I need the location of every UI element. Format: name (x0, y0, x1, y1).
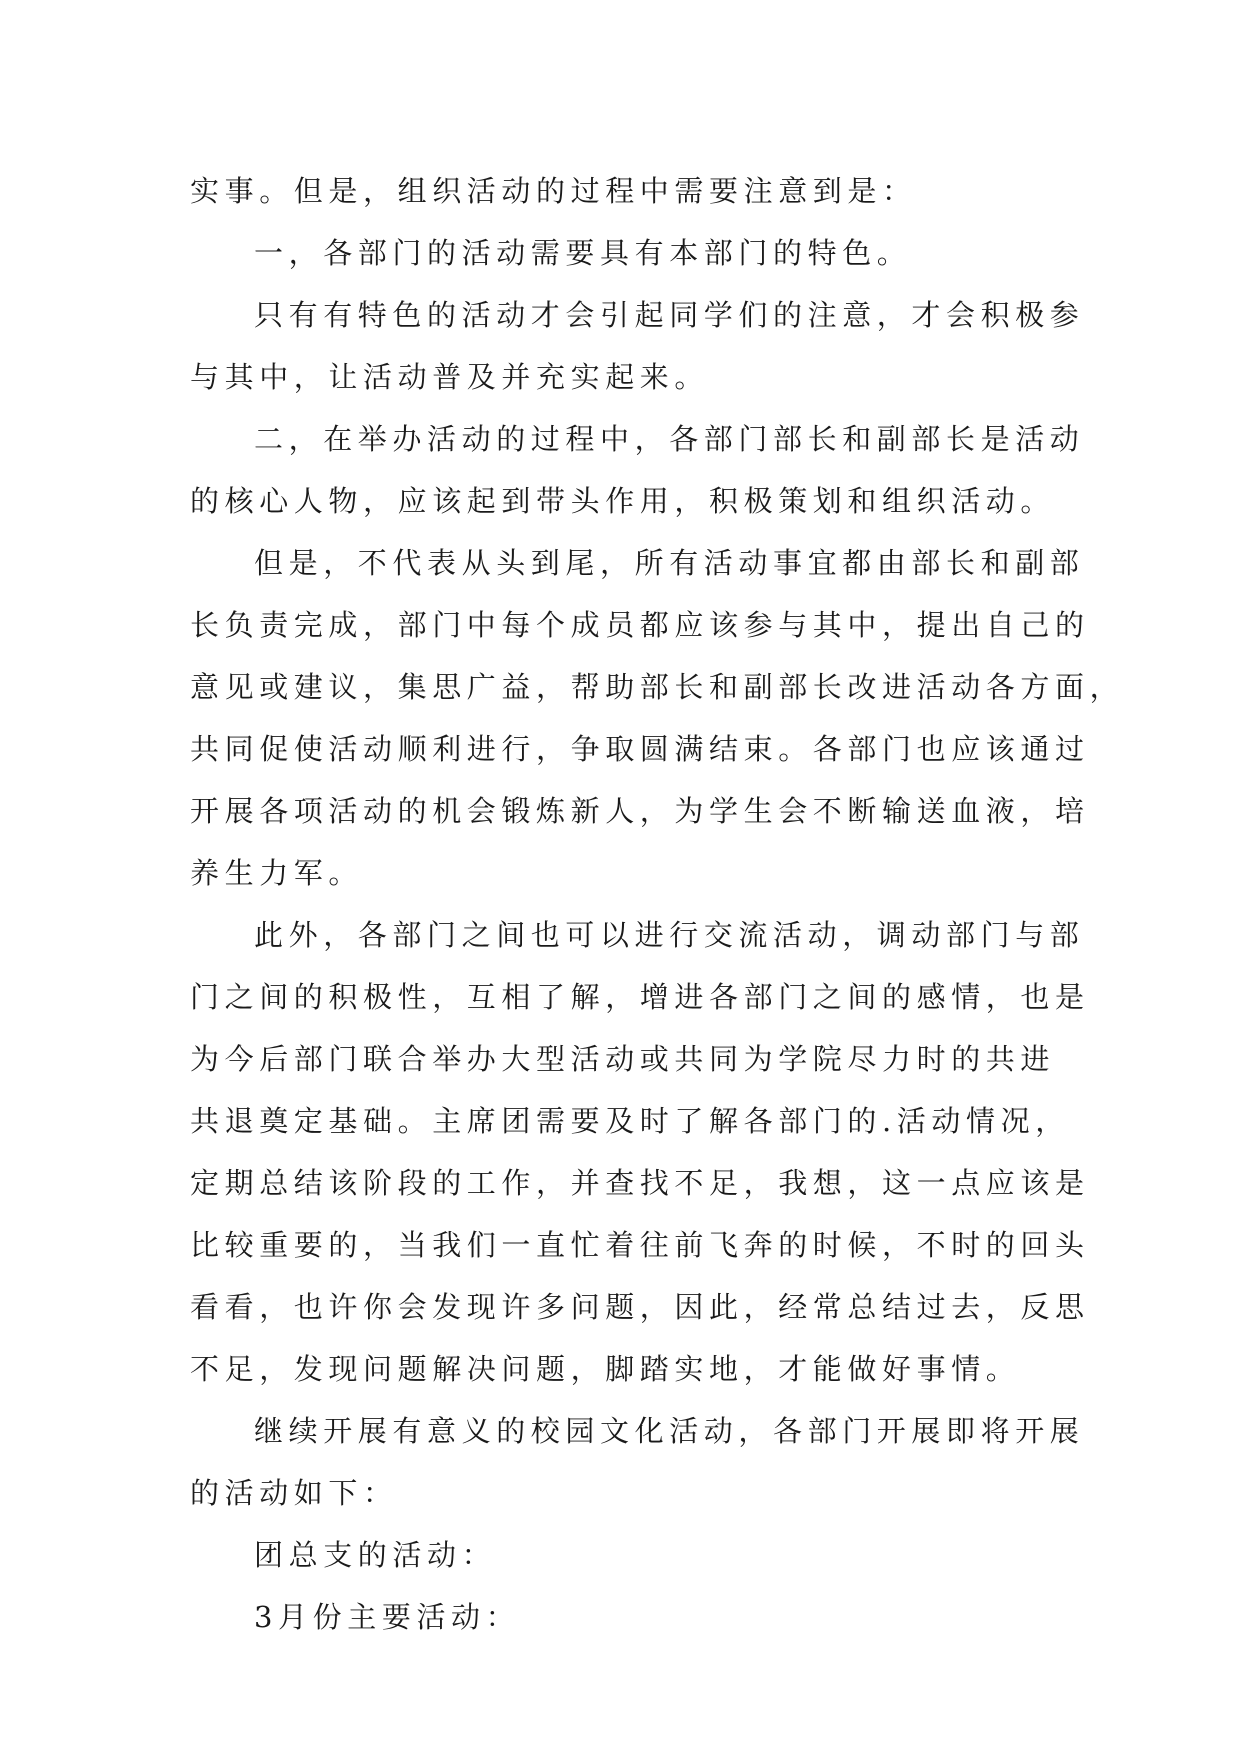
text-line: 意见或建议，集思广益，帮助部长和副部长改进活动各方面， (190, 670, 1125, 704)
text-line: 的核心人物，应该起到带头作用，积极策划和组织活动。 (190, 484, 1056, 518)
text-line: 共退奠定基础。主席团需要及时了解各部门的.活动情况， (190, 1104, 1070, 1138)
document-body (190, 160, 1125, 1648)
text-line: 一，各部门的活动需要具有本部门的特色。 (254, 236, 912, 270)
text-line: 的活动如下： (190, 1476, 398, 1510)
text-line: 共同促使活动顺利进行，争取圆满结束。各部门也应该通过 (190, 732, 1090, 766)
text-line: 定期总结该阶段的工作，并查找不足，我想，这一点应该是 (190, 1166, 1090, 1200)
text-line: 与其中，让活动普及并充实起来。 (190, 360, 710, 394)
text-line: 门之间的积极性，互相了解，增进各部门之间的感情，也是 (190, 980, 1090, 1014)
text-line: 不足，发现问题解决问题，脚踏实地，才能做好事情。 (190, 1352, 1021, 1386)
text-line: 继续开展有意义的校园文化活动，各部门开展即将开展 (254, 1414, 1085, 1448)
text-line: 长负责完成，部门中每个成员都应该参与其中，提出自己的 (190, 608, 1090, 642)
text-line: 只有有特色的活动才会引起同学们的注意，才会积极参 (254, 298, 1085, 332)
text-line: 养生力军。 (190, 856, 364, 890)
text-line: 二，在举办活动的过程中，各部门部长和副部长是活动 (254, 422, 1085, 456)
text-line: 为今后部门联合举办大型活动或共同为学院尽力时的共进 (190, 1042, 1056, 1076)
text-line: 看看，也许你会发现许多问题，因此，经常总结过去，反思 (190, 1290, 1090, 1324)
text-line: 比较重要的，当我们一直忙着往前飞奔的时候，不时的回头 (190, 1228, 1090, 1262)
text-line: 此外，各部门之间也可以进行交流活动，调动部门与部 (254, 918, 1085, 952)
text-line: 开展各项活动的机会锻炼新人，为学生会不断输送血液，培 (190, 794, 1090, 828)
text-line: 实事。但是，组织活动的过程中需要注意到是： (190, 174, 917, 208)
text-line: 3月份主要活动： (254, 1600, 521, 1634)
text-line: 团总支的活动： (254, 1538, 497, 1572)
text-line: 但是，不代表从头到尾，所有活动事宜都由部长和副部 (254, 546, 1085, 580)
